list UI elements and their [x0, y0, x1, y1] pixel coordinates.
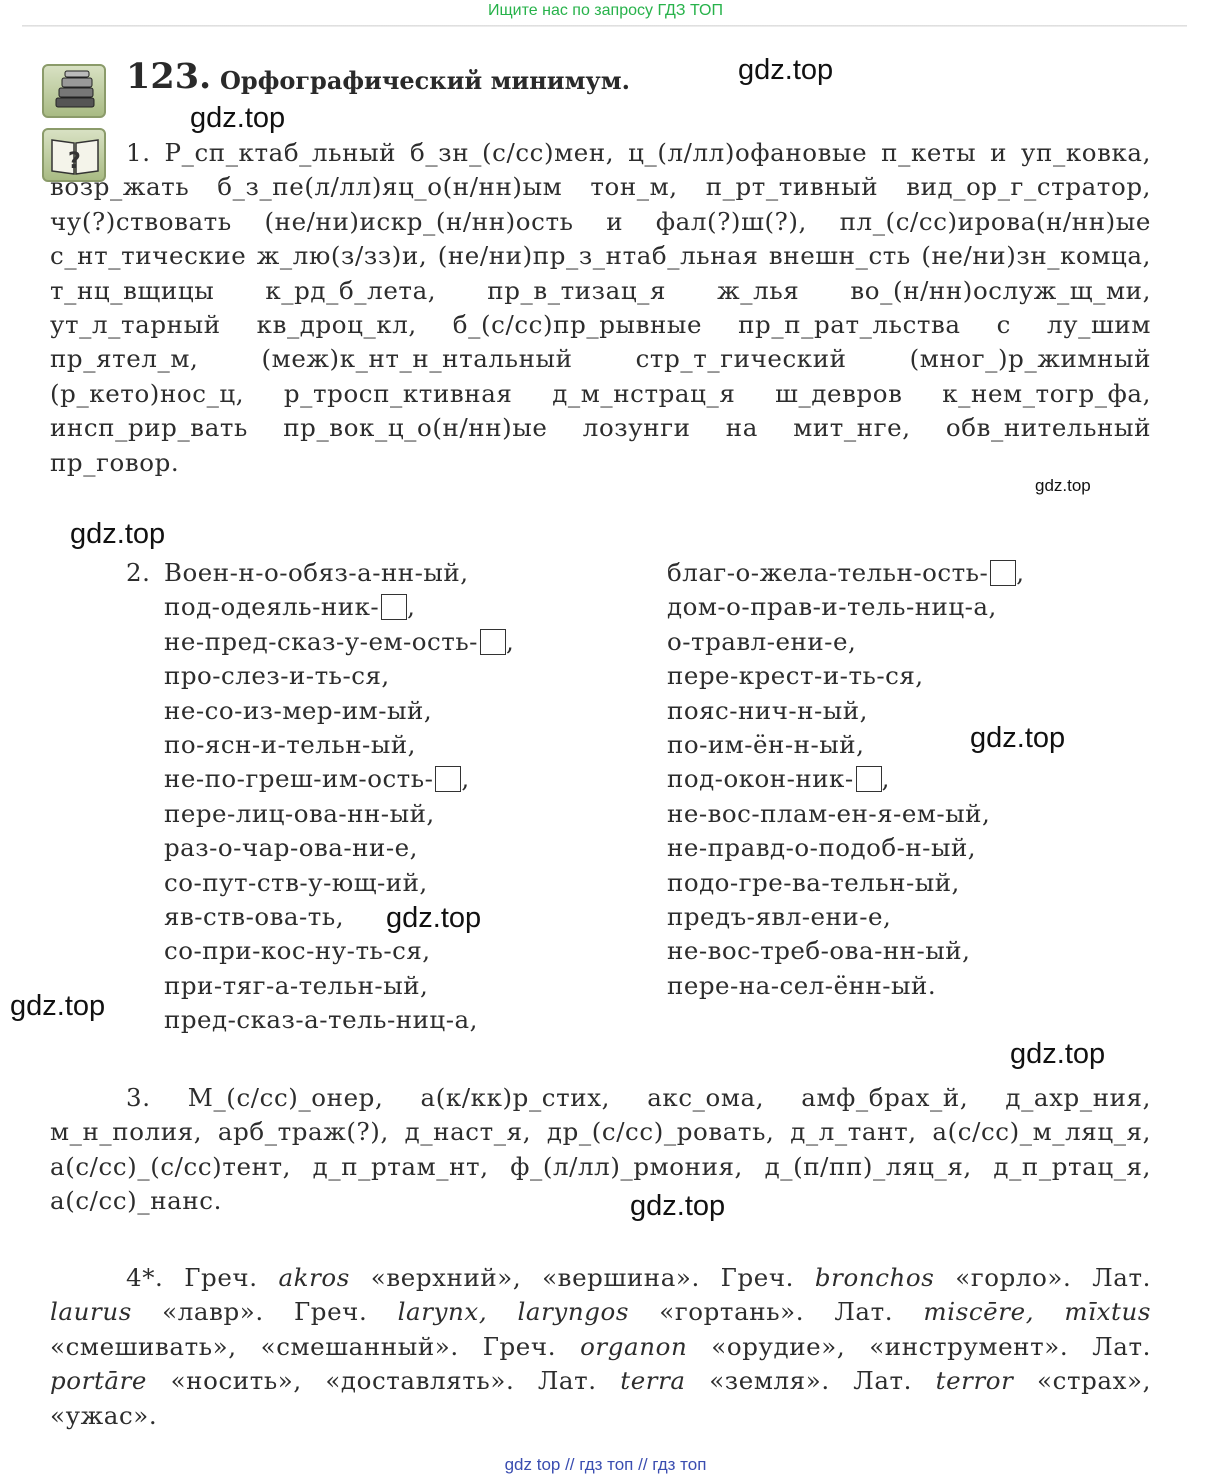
- word-item: [164, 934, 514, 968]
- text-run: «носить», «доставлять». Лат.: [147, 1366, 621, 1396]
- text-run: «гортань». Лат.: [629, 1297, 924, 1327]
- word-text: о-травл-ени-е,: [667, 626, 857, 656]
- word-text: под-одеяль-ник-: [164, 592, 380, 622]
- foreign-word: terror: [935, 1366, 1014, 1396]
- word-item: [667, 900, 1025, 934]
- text-run: 4*. Греч.: [126, 1263, 279, 1292]
- foreign-word: bronchos: [814, 1263, 935, 1292]
- word-punctuation: ,: [407, 592, 416, 622]
- word-text: при-тяг-а-тельн-ый,: [164, 970, 429, 1000]
- watermark-small: gdz.top: [1035, 476, 1091, 495]
- word-text: не-вос-плам-ен-я-ем-ый,: [667, 798, 991, 828]
- word-text: про-слез-и-ть-ся,: [164, 661, 390, 691]
- text-run: «смешивать», «смешанный». Греч.: [50, 1331, 581, 1361]
- word-text: не-пред-сказ-у-ем-ость-: [164, 626, 478, 656]
- word-item: [164, 866, 514, 900]
- task-2-right-column: [667, 556, 1025, 1003]
- word-item: [164, 797, 514, 831]
- word-text: не-со-из-мер-им-ый,: [164, 695, 433, 725]
- task-4-paragraph: [50, 1261, 1151, 1433]
- word-punctuation: ,: [505, 626, 515, 656]
- text-run: «лавр». Греч.: [131, 1297, 398, 1327]
- word-item: [667, 831, 1025, 865]
- word-text: пред-сказ-а-тель-ниц-а,: [164, 1005, 478, 1035]
- watermark: gdz.top: [970, 722, 1066, 754]
- text-run: «страх», «ужас».: [50, 1366, 1151, 1430]
- banner-divider: [22, 25, 1187, 27]
- foreign-word: larynx, laryngos: [397, 1297, 630, 1327]
- word-punctuation: ,: [461, 764, 470, 794]
- word-item: [164, 728, 514, 762]
- foreign-word: akros: [278, 1263, 350, 1292]
- task-3-paragraph: 3. М_(с/сс)_онер, а(к/кк)р_стих, акс_ома, амф_брах_й, д_ахр_ния, м_н_полия, арб_траж(?), д_наст_я, др_(с/сс)_ровать, д_л_тант, а(с/сс)_м_ляц_я, а(с/сс)_(с/сс)тент, д_п_ртам_нт, ф_(л/лл)_рмония, д_(п/пп)_ляц_я, д_п_ртац_я, а(с/сс)_нанс.: [50, 1083, 1151, 1216]
- word-text: пере-на-сел-ённ-ый.: [667, 970, 937, 1000]
- word-item: [667, 590, 1025, 624]
- text-run: «горло». Лат.: [934, 1263, 1152, 1292]
- word-item: [164, 659, 514, 693]
- word-item: [164, 969, 514, 1003]
- footer-links: gdz top // гдз топ // гдз топ: [504, 1455, 707, 1474]
- word-text: благ-о-жела-тельн-ость-: [667, 558, 989, 587]
- books-icon: [42, 64, 106, 118]
- watermark: gdz.top: [386, 902, 482, 934]
- word-item: [667, 762, 1025, 796]
- empty-answer-box: [480, 629, 506, 655]
- foreign-word: portāre: [50, 1366, 148, 1396]
- task-2-left-column: [164, 556, 514, 1038]
- word-text: со-при-кос-ну-ть-ся,: [164, 936, 431, 966]
- empty-answer-box: [381, 594, 407, 620]
- word-item: [667, 866, 1025, 900]
- word-text: подо-гре-ва-тельн-ый,: [667, 867, 960, 897]
- word-text: пояс-нич-н-ый,: [667, 695, 868, 725]
- svg-text:?: ?: [68, 149, 81, 174]
- word-text: Воен-н-о-обяз-а-нн-ый,: [164, 558, 469, 587]
- task-1-paragraph: 1. Р_сп_ктаб_льный б_зн_(с/сс)мен, ц_(л/лл)офановые п_кеты и уп_ковка, возр_жать б_з_пе(л/лл)яц_о(н/нн)ым тон_м, п_рт_тивный вид_ор_г_стратор, чу(?)ствовать (не/ни)искр_(н/нн)ость и фал(?)ш(?), пл_(с/сс)ирова(н/нн)ые с_нт_тические ж_лю(з/зз)и, (не/ни)пр_з_нтаб_льная внешн_сть (не/ни)зн_комца, т_нц_вщицы к_рд_б_лета, пр_в_тизац_я ж_лья во_(н/нн)ослуж_щ_ми, ут_л_тарный кв_дроц_кл, б_(с/сс)пр_рывные пр_п_рат_льства с лу_шим пр_ятел_м, (меж)к_нт_н_нтальный стр_т_гический (мног_)р_жимный (р_кето)нос_ц, р_тросп_ктивная д_м_нстрац_я ш_девров к_нем_тогр_фа, инсп_рир_вать пр_вок_ц_о(н/нн)ые лозунги на мит_нге, обв_нительный пр_говор.: [50, 138, 1151, 477]
- word-text: не-по-греш-им-ость-: [164, 764, 434, 794]
- exercise-number: 123.: [126, 56, 212, 97]
- word-punctuation: ,: [881, 764, 890, 794]
- word-text: пере-крест-и-ть-ся,: [667, 661, 924, 691]
- word-item: [667, 556, 1025, 590]
- word-item: [667, 969, 1025, 1003]
- task-1-text: [50, 136, 1151, 480]
- word-text: дом-о-прав-и-тель-ниц-а,: [667, 592, 997, 622]
- word-text: по-им-ён-н-ый,: [667, 730, 865, 760]
- word-text: под-окон-ник-: [667, 764, 854, 794]
- empty-answer-box: [435, 766, 461, 792]
- word-item: [164, 831, 514, 865]
- word-punctuation: ,: [1016, 558, 1025, 587]
- word-text: раз-о-чар-ова-ни-е,: [164, 833, 418, 863]
- word-item: [164, 694, 514, 728]
- foreign-word: miscēre, mīxtus: [923, 1297, 1152, 1327]
- word-item: [667, 797, 1025, 831]
- task-2-number: 2.: [126, 558, 151, 587]
- word-item: [164, 556, 514, 590]
- foreign-word: terra: [620, 1366, 686, 1396]
- word-text: предъ-явл-ени-е,: [667, 902, 892, 932]
- word-item: [667, 659, 1025, 693]
- word-item: [164, 762, 514, 796]
- text-run: «земля». Лат.: [685, 1366, 936, 1396]
- watermark: gdz.top: [70, 518, 166, 550]
- word-text: пере-лиц-ова-нн-ый,: [164, 798, 435, 828]
- watermark: gdz.top: [190, 102, 286, 134]
- word-item: [667, 934, 1025, 968]
- word-item: [164, 1003, 514, 1037]
- word-text: со-пут-ств-у-ющ-ий,: [164, 867, 428, 897]
- word-text: не-вос-треб-ова-нн-ый,: [667, 936, 971, 966]
- word-text: не-правд-о-подоб-н-ый,: [667, 833, 977, 863]
- foreign-word: laurus: [50, 1297, 132, 1327]
- word-item: [164, 590, 514, 624]
- watermark: gdz.top: [10, 990, 106, 1022]
- word-text: по-ясн-и-тельн-ый,: [164, 730, 416, 760]
- search-banner: Ищите нас по запросу ГДЗ ТОП: [488, 2, 723, 19]
- word-text: яв-ств-ова-ть,: [164, 902, 344, 932]
- watermark: gdz.top: [630, 1190, 726, 1222]
- foreign-word: organon: [580, 1331, 688, 1361]
- word-item: [667, 625, 1025, 659]
- exercise-title: Орфографический минимум.: [220, 66, 630, 95]
- word-item: [164, 625, 514, 659]
- text-run: «орудие», «инструмент». Лат.: [687, 1331, 1151, 1361]
- empty-answer-box: [990, 560, 1016, 586]
- text-run: «верхний», «вершина». Греч.: [349, 1263, 815, 1292]
- watermark: gdz.top: [738, 54, 834, 86]
- task-4-text: [50, 1261, 1151, 1433]
- watermark: gdz.top: [1010, 1038, 1106, 1070]
- task-3-text: [50, 1081, 1151, 1219]
- empty-answer-box: [856, 766, 882, 792]
